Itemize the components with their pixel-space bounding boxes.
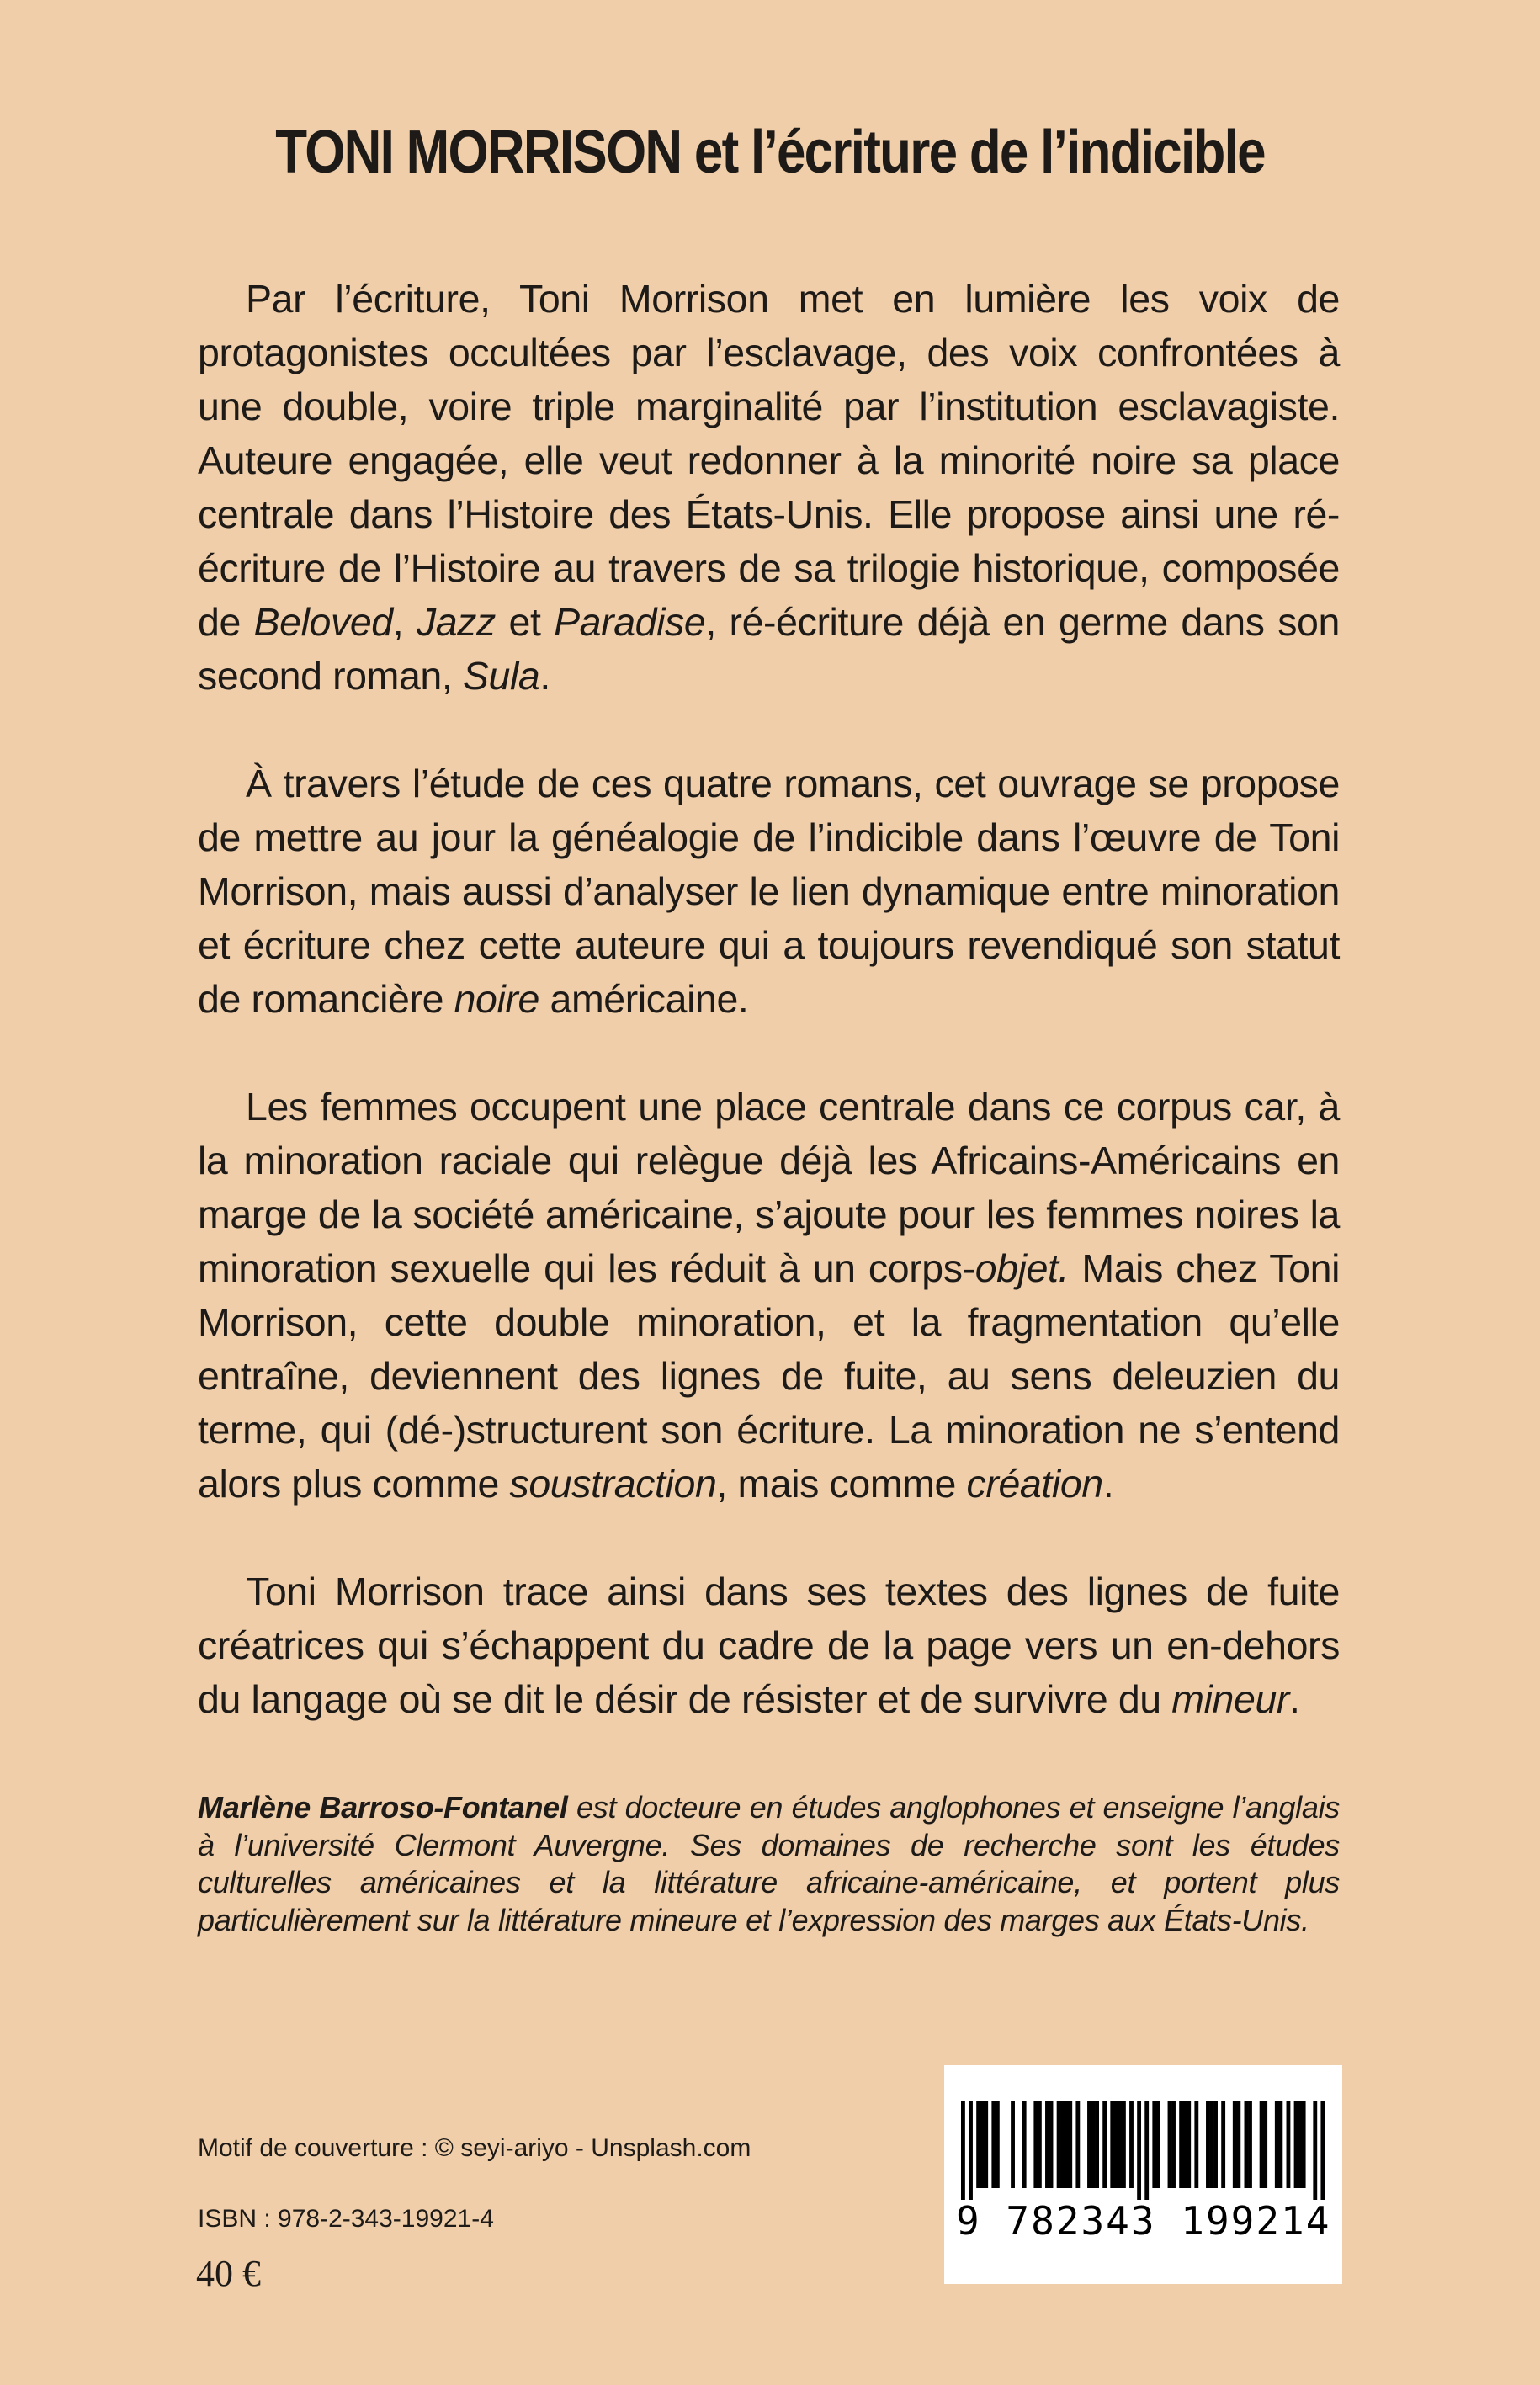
barcode-bar <box>1152 2101 1156 2188</box>
barcode-bar <box>1313 2101 1317 2200</box>
barcode <box>944 2065 1342 2284</box>
barcode-bar <box>1060 2101 1065 2188</box>
summary-paragraph-3: Les femmes occupent une place centrale dans ce corpus car, à la minoration raciale qui relègue déjà les Africains-Américains en marge de la société américaine, s’ajoute pour les femmes noires la minoration sexuelle qui les réduit à un corps-objet. Mais chez Toni Morrison, cette double minoration, et la fragmentation qu’elle entraîne, deviennent des lignes de fuite, au sens deleuzien du terme, qui (dé-)structurent son écriture. La minoration ne s’entend alors plus comme soustraction, mais comme création. <box>198 1085 1340 1506</box>
author-bio: Marlène Barroso-Fontanel est docteure en études anglophones et enseigne l’anglais à l’université Clermont Auvergne. Ses domaines de recherche sont les études culturelles américaines et la littérature africaine-américaine, et portent plus particulièrement sur la littérature mineure et l’expression des marges aux États-Unis. <box>198 1790 1340 1937</box>
barcode-bar <box>1194 2101 1198 2188</box>
barcode-bar <box>1320 2101 1325 2200</box>
barcode-bar <box>1275 2101 1279 2188</box>
barcode-bar <box>1129 2101 1134 2188</box>
barcode-bar <box>1168 2101 1172 2188</box>
summary-paragraph-2: À travers l’étude de ces quatre romans, cet ouvrage se propose de mettre au jour la généalogie de l’indicible dans l’œuvre de Toni Morrison, mais aussi d’analyser le lien dynamique entre minoration et écriture chez cette auteure qui a toujours revendiqué son statut de romancière noire américaine. <box>198 762 1340 1021</box>
barcode-bar <box>1102 2101 1107 2188</box>
barcode-bar <box>1110 2101 1114 2188</box>
barcode-bar <box>1095 2101 1099 2188</box>
barcode-bar <box>1011 2101 1015 2188</box>
barcode-bar <box>1294 2101 1298 2188</box>
barcode-bar <box>1206 2101 1210 2188</box>
barcode-bar <box>976 2101 980 2188</box>
barcode-bar <box>1260 2101 1264 2188</box>
barcode-bar <box>1221 2101 1225 2188</box>
barcode-bar <box>1057 2101 1061 2188</box>
barcode-bar <box>1068 2101 1072 2188</box>
price: 40 € <box>196 2253 261 2294</box>
summary-paragraph-1: Par l’écriture, Toni Morrison met en lumière les voix de protagonistes occultées par l’esclavage, des voix confrontées à une double, voire triple marginalité par l’institution esclavagiste. Auteure engagée, elle veut redonner à la minorité noire sa place centrale dans l’Histoire des États-Unis. Elle propose ainsi une ré-écriture de l’Histoire au travers de sa trilogie historique, composée de Beloved, Jazz et Paradise, ré-écriture déjà en germe dans son second roman, Sula. <box>198 277 1340 698</box>
barcode-digits: 9 782343 199214 <box>956 2198 1331 2244</box>
barcode-bar <box>1033 2101 1038 2188</box>
barcode-bar <box>1137 2101 1141 2200</box>
barcode-bar <box>1144 2101 1149 2200</box>
barcode-bar <box>1179 2101 1183 2188</box>
barcode-bar <box>1187 2101 1191 2188</box>
barcode-bar <box>1114 2101 1118 2188</box>
barcode-bar <box>1263 2101 1267 2188</box>
barcode-bar <box>1091 2101 1096 2188</box>
barcode-bar <box>1210 2101 1214 2188</box>
barcode-bar <box>996 2101 1000 2188</box>
summary-paragraph-4: Toni Morrison trace ainsi dans ses textes des lignes de fuite créatrices qui s’échappent du cadre de la page vers un en-dehors du langage où se dit le désir de résister et de survivre du mineur. <box>198 1570 1340 1721</box>
barcode-bar <box>1049 2101 1054 2188</box>
barcode-bar <box>1278 2101 1282 2188</box>
barcode-bar <box>1183 2101 1187 2188</box>
isbn: ISBN : 978-2-343-19921-4 <box>198 2205 494 2233</box>
barcode-bar <box>980 2101 985 2188</box>
back-cover-summary <box>198 272 1340 1726</box>
cover-credit: Motif de couverture : © seyi-ariyo - Unsplash.com <box>198 2134 751 2162</box>
barcode-bar <box>1022 2101 1027 2188</box>
barcode-bar <box>1233 2101 1237 2188</box>
barcode-bar <box>1087 2101 1091 2188</box>
barcode-bar <box>961 2101 965 2200</box>
barcode-bar <box>1156 2101 1160 2188</box>
book-title: TONI MORRISON et l’écriture de l’indicible <box>275 119 1265 186</box>
barcode-bar <box>1298 2101 1302 2188</box>
barcode-bar <box>1122 2101 1126 2188</box>
barcode-bar <box>969 2101 973 2200</box>
author-name: Marlène Barroso-Fontanel <box>198 1790 568 1825</box>
barcode-bar <box>1171 2101 1176 2188</box>
barcode-bar <box>1248 2101 1252 2188</box>
barcode-bar <box>1038 2101 1042 2188</box>
barcode-bar <box>1245 2101 1249 2188</box>
barcode-bar <box>984 2101 988 2188</box>
barcode-bar <box>1065 2101 1069 2188</box>
barcode-bar <box>1287 2101 1291 2188</box>
barcode-bar <box>1045 2101 1049 2188</box>
barcode-bar <box>1075 2101 1080 2188</box>
barcode-bar <box>1213 2101 1218 2188</box>
barcode-bar <box>1236 2101 1240 2188</box>
barcode-bars <box>961 2101 1325 2200</box>
barcode-bar <box>991 2101 996 2188</box>
barcode-bar <box>1302 2101 1306 2188</box>
barcode-bar <box>1118 2101 1122 2188</box>
